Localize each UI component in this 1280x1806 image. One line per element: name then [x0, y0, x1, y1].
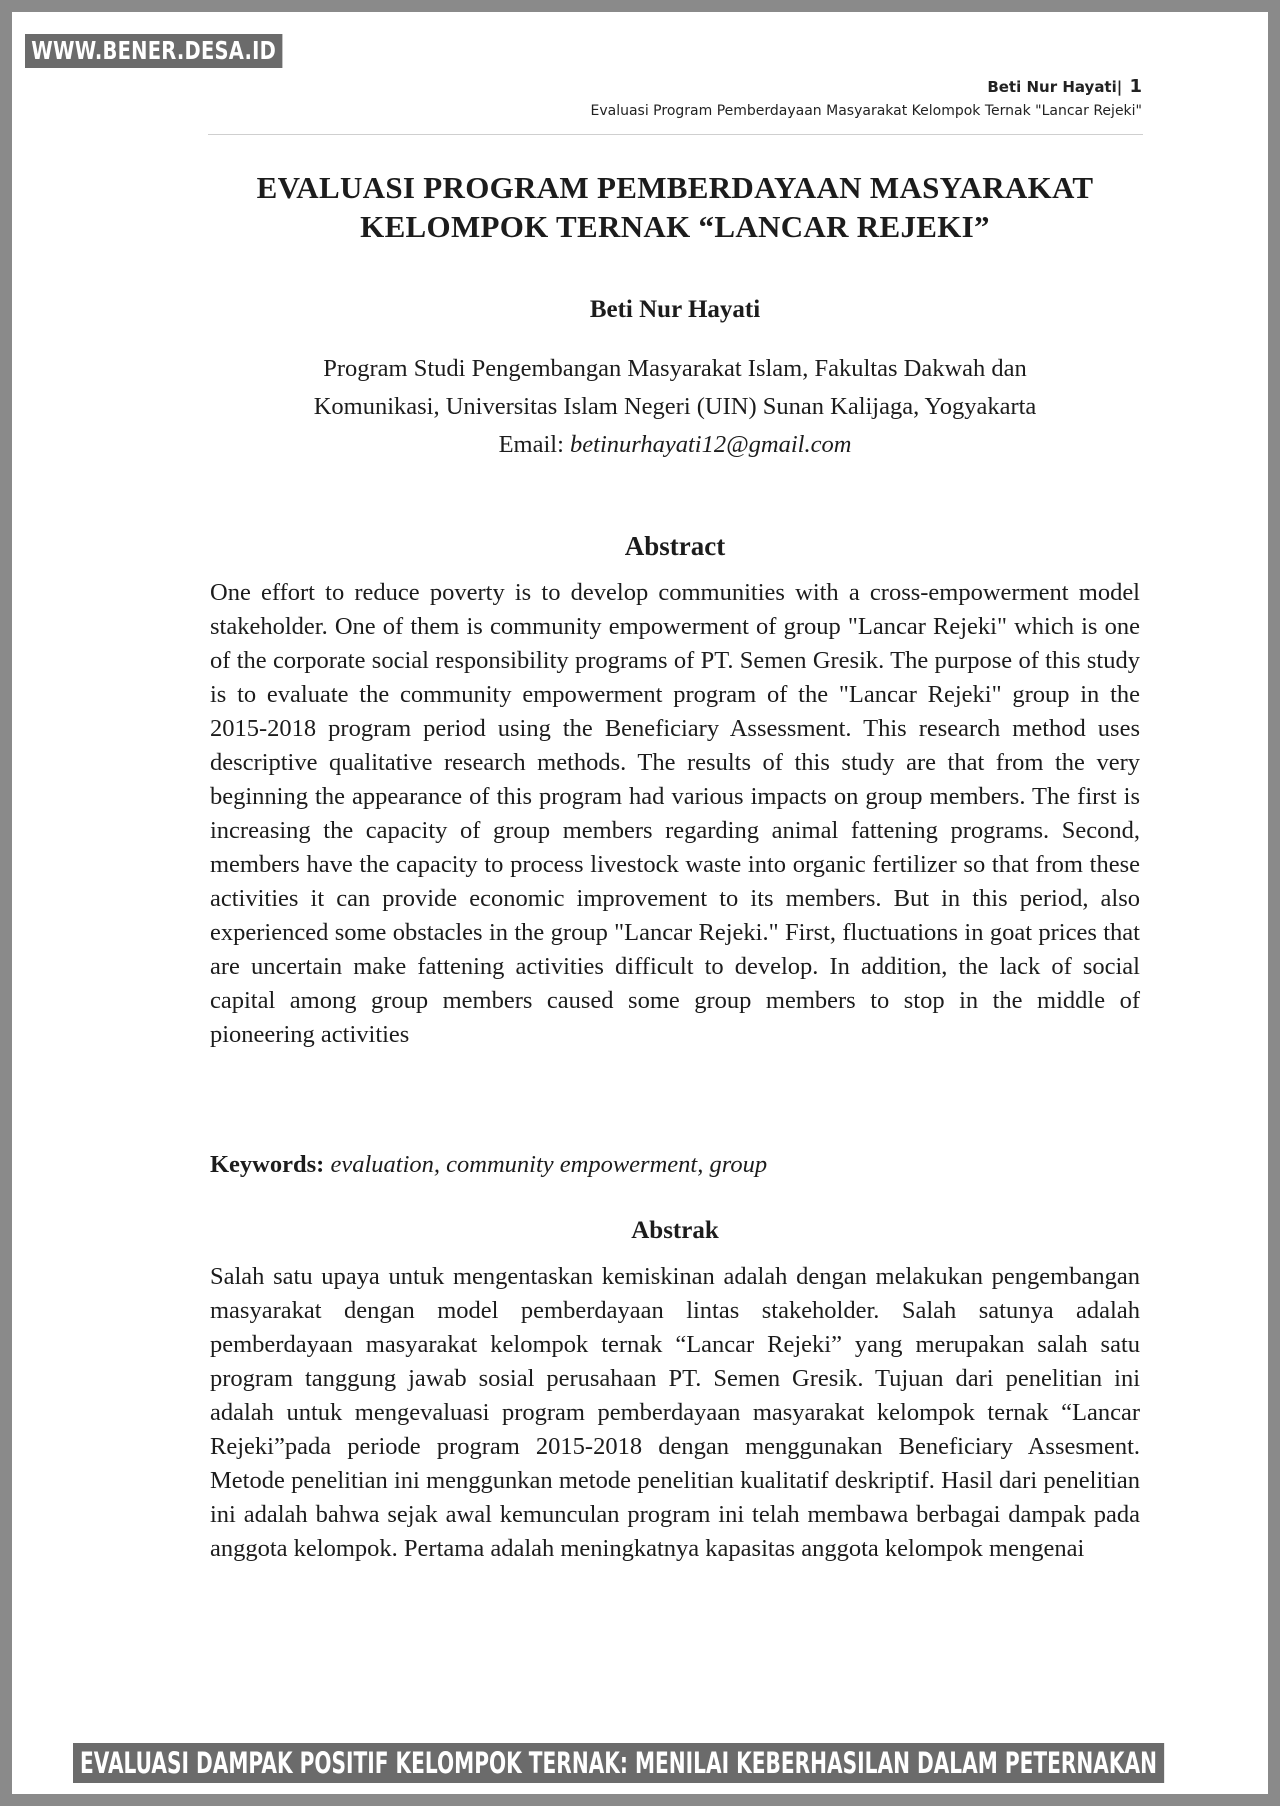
image-caption: EVALUASI DAMPAK POSITIF KELOMPOK TERNAK: MENILAI KEBERHASILAN DALAM PETERNAKAN [73, 1743, 1164, 1783]
running-head-author: Beti Nur Hayati [987, 78, 1117, 96]
running-head [590, 74, 1142, 122]
abstract-body: One effort to reduce poverty is to develop communities with a cross-empowerment model stakeholder. One of them is community empowerment of group "Lancar Rejeki" which is one of the corporate social responsibility programs of PT. Semen Gresik. The purpose of this study is to evaluate the community empowerment program of the "Lancar Rejeki" group in the 2015-2018 program period using the Beneficiary Assessment. This research method uses descriptive qualitative research methods. The results of this study are that from the very beginning the appearance of this program had various impacts on group members. The first is increasing the capacity of group members regarding animal fattening programs. Second, members have the capacity to process livestock waste into organic fertilizer so that from these activities it can provide economic improvement to its members. But in this period, also experienced some obstacles in the group "Lancar Rejeki." First, fluctuations in goat prices that are uncertain make fattening activities difficult to develop. In addition, the lack of social capital among group members caused some group members to stop in the middle of pioneering activities [210, 579, 1140, 1048]
paper-title [210, 168, 1140, 246]
keywords-label: Keywords: [210, 1151, 325, 1178]
paper-title-line-1: EVALUASI PROGRAM PEMBERDAYAAN MASYARAKAT [256, 170, 1094, 205]
keywords-value: evaluation, community empowerment, group [330, 1151, 768, 1178]
affiliation-line-2: Komunikasi, Universitas Islam Negeri (UIN) Sunan Kalijaga, Yogyakarta [313, 393, 1037, 420]
abstract-heading: Abstract [624, 531, 726, 561]
site-watermark: WWW.BENER.DESA.ID [25, 34, 282, 68]
page-number: 1 [1129, 76, 1142, 97]
author-affiliation [210, 350, 1140, 464]
header-rule [208, 134, 1143, 135]
abstrak-body: Salah satu upaya untuk mengentaskan kemiskinan adalah dengan melakukan pengembangan masyarakat dengan model pemberdayaan lintas stakeholder. Salah satunya adalah pemberdayaan masyarakat kelompok ternak “Lancar Rejeki” yang merupakan salah satu program tanggung jawab sosial perusahaan PT. Semen Gresik. Tujuan dari penelitian ini adalah untuk mengevaluasi program pemberdayaan masyarakat kelompok ternak “Lancar Rejeki”pada periode program 2015-2018 dengan menggunakan Beneficiary Assesment. Metode penelitian ini menggunkan metode penelitian kualitatif deskriptif. Hasil dari penelitian ini adalah bahwa sejak awal kemunculan program ini telah membawa berbagai dampak pada anggota kelompok. Pertama adalah meningkatnya kapasitas anggota kelompok mengenai [210, 1263, 1140, 1562]
running-head-author-line [590, 74, 1142, 100]
author-name: Beti Nur Hayati [589, 296, 761, 323]
abstrak-heading: Abstrak [631, 1217, 719, 1244]
running-head-separator: | [1116, 78, 1123, 96]
email-line [210, 426, 1140, 464]
affiliation-line-1: Program Studi Pengembangan Masyarakat Islam, Fakultas Dakwah dan [323, 355, 1027, 382]
keywords [210, 1148, 1140, 1182]
email-label: Email: [498, 431, 564, 458]
running-head-title: Evaluasi Program Pemberdayaan Masyarakat Kelompok Ternak "Lancar Rejeki" [590, 103, 1142, 119]
paper-title-line-2: KELOMPOK TERNAK “LANCAR REJEKI” [360, 209, 990, 244]
email-address: betinurhayati12@gmail.com [570, 431, 852, 458]
